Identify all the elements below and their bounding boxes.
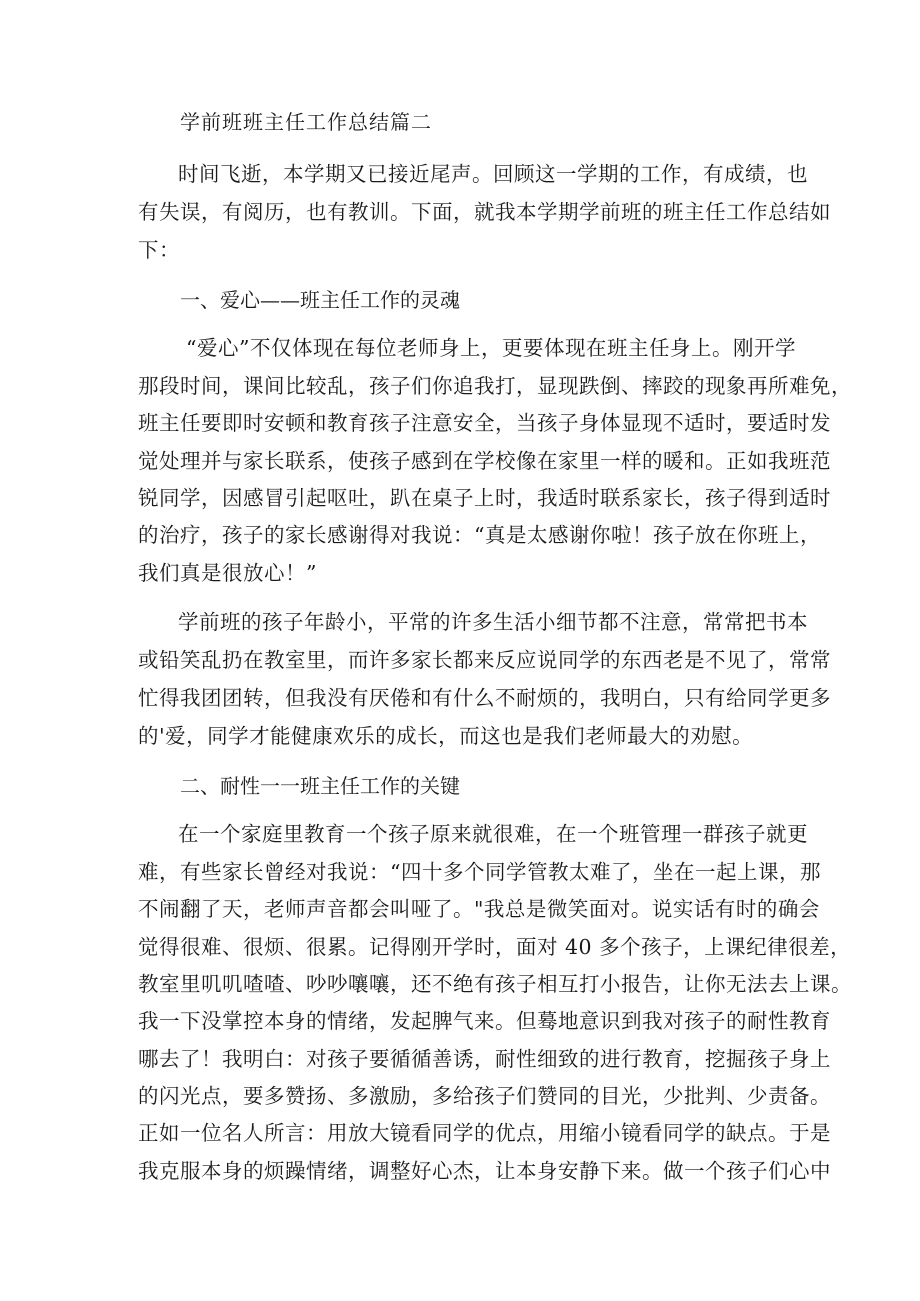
paragraph-line: 难，有些家长曾经对我说：“四十多个同学管教太难了，坐在一起上课，那 <box>138 860 821 884</box>
paragraph-line: 时间飞逝，本学期又已接近尾声。回顾这一学期的工作，有成绩，也 <box>178 162 808 186</box>
paragraph-line: 在一个家庭里教育一个孩子原来就很难，在一个班管理一群孩子就更 <box>178 822 808 846</box>
paragraph-line: 班主任要即时安顿和教育孩子注意安全，当孩子身体显现不适时，要适时发 <box>138 411 831 435</box>
paragraph-line: 觉处理并与家长联系，使孩子感到在学校像在家里一样的暖和。正如我班范 <box>138 449 831 473</box>
paragraph-line: 教室里叽叽喳喳、吵吵嚷嚷，还不绝有孩子相互打小报告，让你无法去上课。 <box>138 972 852 996</box>
paragraph-line: 那段时间，课间比较乱，孩子们你追我打，显现跌倒、摔跤的现象再所难免， <box>138 374 852 398</box>
paragraph-line: 我们真是很放心！” <box>138 561 317 585</box>
paragraph-line: 有失误，有阅历，也有教训。下面，就我本学期学前班的班主任工作总结如 <box>138 200 831 224</box>
paragraph-line: 锐同学，因感冒引起呕吐，趴在桌子上时，我适时联系家长，孩子得到适时 <box>138 486 831 510</box>
paragraph-line: 不闹翻了天，老师声音都会叫哑了。"我总是微笑面对。说实话有时的确会 <box>138 897 820 921</box>
paragraph-line: 的治疗，孩子的家长感谢得对我说：“真是太感谢你啦！孩子放在你班上， <box>138 523 821 547</box>
paragraph-line: 我克服本身的烦躁情绪，调整好心杰，让本身安静下来。做一个孩子们心中 <box>138 1159 831 1183</box>
section-heading: 一、爱心——班主任工作的灵魂 <box>180 288 460 312</box>
paragraph-line: 的'爱，同学才能健康欢乐的成长，而这也是我们老师最大的劝慰。 <box>138 724 754 748</box>
paragraph-line: 学前班的孩子年龄小，平常的许多生活小细节都不注意，常常把书本 <box>178 610 808 634</box>
paragraph-line: 哪去了！我明白：对孩子要循循善诱，耐性细致的进行教育，挖掘孩子身上 <box>138 1047 831 1071</box>
paragraph-line: “爱心”不仅体现在每位老师身上，更要体现在班主任身上。刚开学 <box>186 336 796 360</box>
section-heading: 二、耐性一一班主任工作的关键 <box>180 774 460 798</box>
paragraph-line: 觉得很难、很烦、很累。记得刚开学时，面对 40 多个孩子，上课纪律很差， <box>138 935 852 959</box>
document-title: 学前班班主任工作总结篇二 <box>180 110 432 134</box>
paragraph-line: 我一下没掌控本身的情绪，发起脾气来。但蓦地意识到我对孩子的耐性教育 <box>138 1009 831 1033</box>
paragraph-line: 下： <box>138 238 180 262</box>
paragraph-line: 或铅笑乱扔在教室里，而许多家长都来反应说同学的东西老是不见了，常常 <box>138 648 831 672</box>
paragraph-line: 正如一位名人所言：用放大镜看同学的优点，用缩小镜看同学的缺点。于是 <box>138 1121 831 1145</box>
paragraph-line: 的闪光点，要多赞扬、多激励，多给孩子们赞同的目光，少批判、少责备。 <box>138 1084 831 1108</box>
paragraph-line: 忙得我团团转，但我没有厌倦和有什么不耐烦的，我明白，只有给同学更多 <box>138 686 831 710</box>
